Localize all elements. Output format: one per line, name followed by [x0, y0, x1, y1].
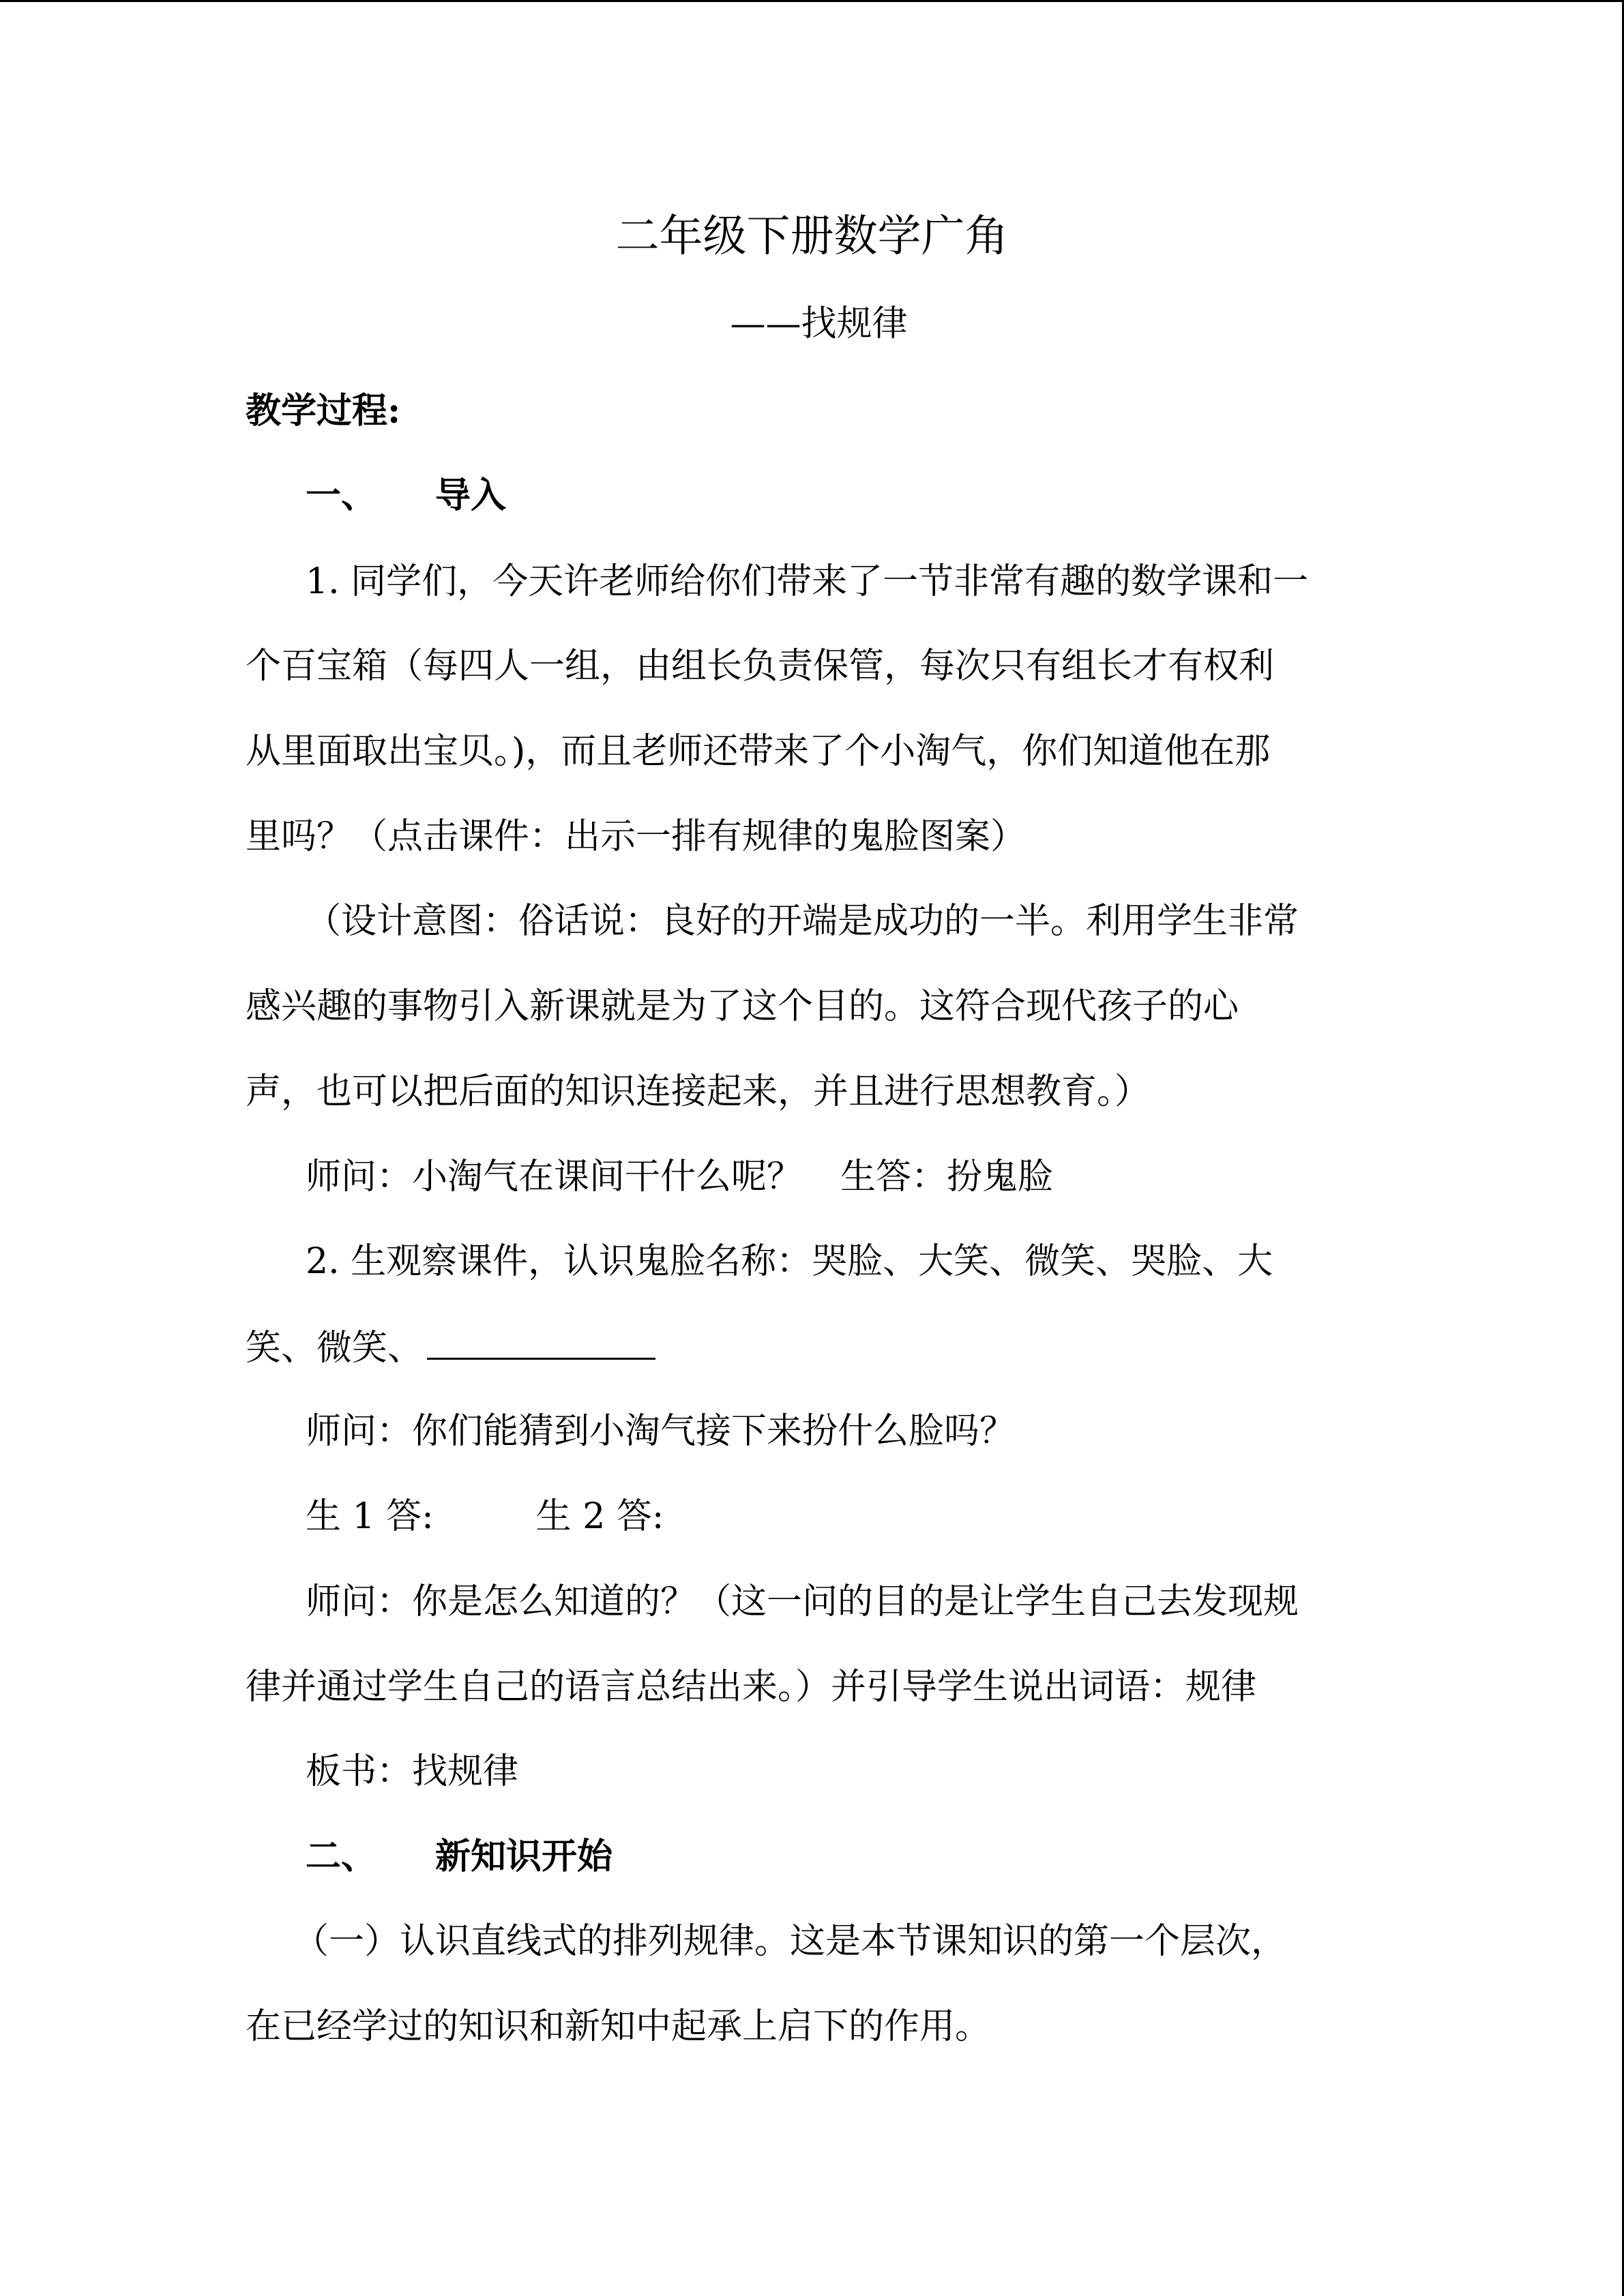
- para4-line: 在已经学过的知识和新知中起承上启下的作用。: [246, 2006, 991, 2047]
- section-heading: 教学过程:: [246, 390, 401, 432]
- dialog1: [306, 1155, 1465, 1199]
- dialog2: 师问：你们能猜到小淘气接下来扮什么脸吗？: [306, 1411, 1016, 1452]
- para1-line: 1. 同学们，今天许老师给你们带来了一节非常有趣的数学课和一: [306, 561, 1309, 602]
- part1-title: 导入: [435, 475, 507, 516]
- para2-line: 2. 生观察课件，认识鬼脸名称：哭脸、大笑、微笑、哭脸、大: [306, 1241, 1273, 1282]
- para3-line: 师问：你是怎么知道的？（这一问的目的是让学生自己去发现规: [306, 1581, 1299, 1622]
- doc-title: 二年级下册数学广角: [615, 211, 1009, 262]
- para1-line: 个百宝箱（每四人一组，由组长负责保管，每次只有组长才有权利: [246, 646, 1275, 687]
- part2-heading: [306, 1835, 1465, 1879]
- dialog1-question: 师问：小淘气在课间干什么呢？: [306, 1157, 803, 1197]
- student1-answer: 生 1 答:: [306, 1496, 434, 1537]
- para2-text: 笑、微笑、: [246, 1328, 424, 1369]
- design-intent-line: 声，也可以把后面的知识连接起来，并且进行思想教育。）: [246, 1071, 1151, 1112]
- para3-line: 律并通过学生自己的语言总结出来。）并引导学生说出词语：规律: [246, 1667, 1257, 1708]
- part1-number: 一、: [306, 475, 377, 516]
- para1-line: 从里面取出宝贝。)，而且老师还带来了个小淘气，你们知道他在那: [246, 731, 1271, 772]
- design-intent-line: 感兴趣的事物引入新课就是为了这个目的。这符合现代孩子的心: [246, 986, 1239, 1027]
- fill-in-blank: [427, 1325, 655, 1360]
- dialog1-answer: 生答：扮鬼脸: [840, 1157, 1054, 1197]
- student2-answer: 生 2 答:: [535, 1496, 664, 1537]
- part2-number: 二、: [306, 1836, 377, 1877]
- para2-line: [246, 1325, 1405, 1370]
- para1-line: 里吗？（点击课件：出示一排有规律的鬼脸图案）: [246, 816, 1027, 857]
- doc-subtitle: ——找规律: [730, 303, 908, 344]
- board-note: 板书：找规律: [306, 1751, 519, 1792]
- part1-heading: [306, 474, 1465, 518]
- part2-title: 新知识开始: [435, 1836, 613, 1877]
- para4-line: （一）认识直线式的排列规律。这是本节课知识的第一个层次，: [293, 1921, 1287, 1962]
- design-intent-line: （设计意图：俗话说：良好的开端是成功的一半。利用学生非常: [306, 901, 1299, 942]
- student-answers: [306, 1495, 1465, 1538]
